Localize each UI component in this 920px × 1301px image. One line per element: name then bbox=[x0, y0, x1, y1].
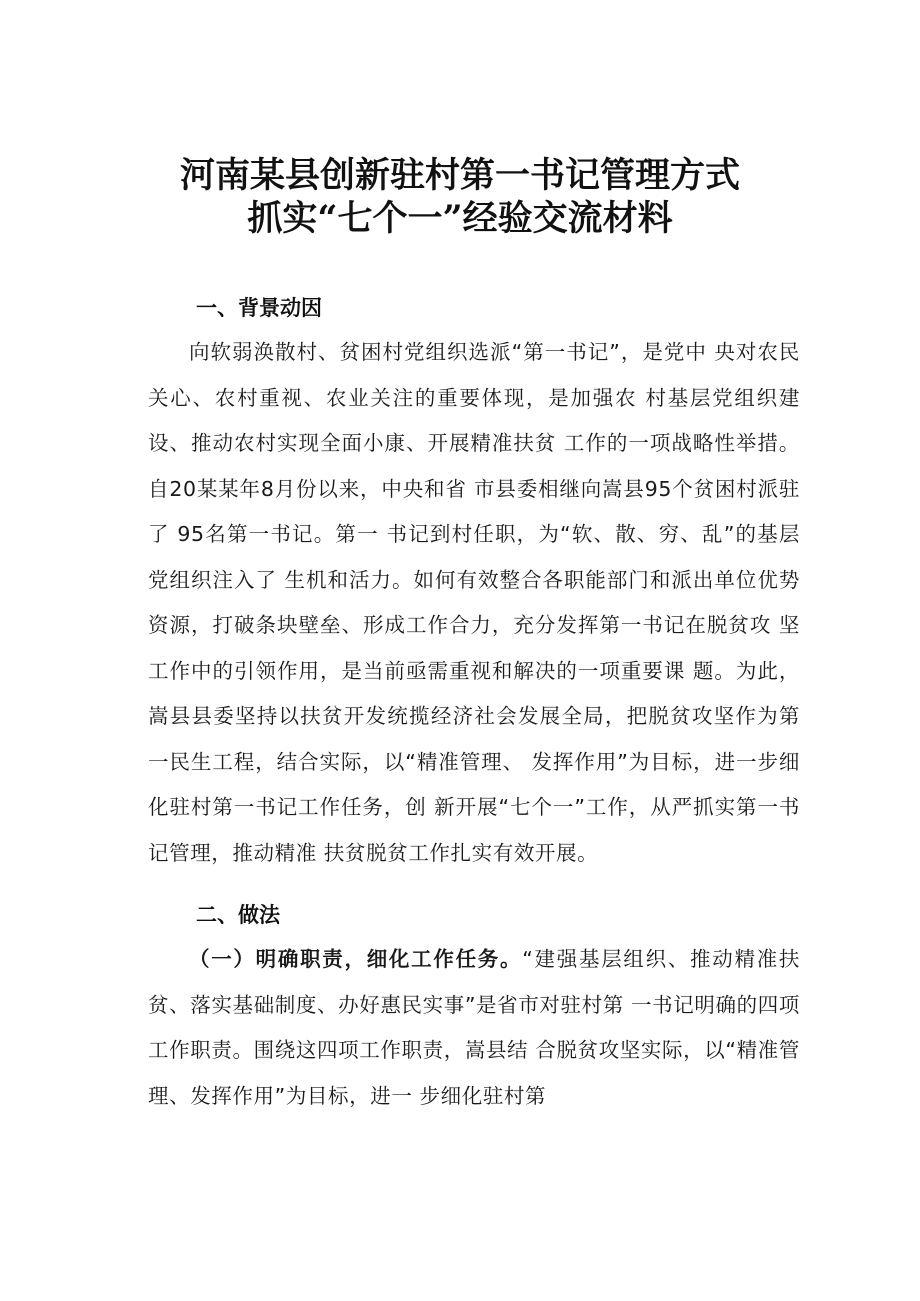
document-title-line-1: 河南某县创新驻村第一书记管理方式 bbox=[179, 155, 740, 196]
section-heading-methods: 二、做法 bbox=[196, 903, 280, 927]
subsection-body-text: “建强基层组织、推动精准扶贫、落实基础制度、办好惠民实事”是省市对驻村第 一书记明确的四项工作职责。围绕这四项工作职责，嵩县结 合脱贫攻坚实际，以“精准管理、发挥作用”为目标，进一 步细化驻村第 bbox=[148, 947, 801, 1108]
section-paragraph-methods bbox=[148, 937, 800, 1119]
section-paragraph-background: 向软弱涣散村、贫困村党组织选派“第一书记”，是党中 央对农民关心、农村重视、农业关注的重要体现，是加强农 村基层党组织建设、推动农村实现全面小康、开展精准扶贫 工作的一项战略性举措。自20某某年8月份以来，中央和省 市县委相继向嵩县95个贫困村派驻了 95名第一书记。第一 书记到村任职，为“软、散、穷、乱”的基层党组织注入了 生机和活力。如何有效整合各职能部门和派出单位优势资源，打破条块壁垒、形成工作合力，充分发挥第一书记在脱贫攻 坚工作中的引领作用，是当前亟需重视和解决的一项重要课 题。为此，嵩县县委坚持以扶贫开发统揽经济社会发展全局，把脱贫攻坚作为第一民生工程，结合实际，以“精准管理、 发挥作用”为目标，进一步细化驻村第一书记工作任务，创 新开展“七个一”工作，从严抓实第一书记管理，推动精准 扶贫脱贫工作扎实有效开展。 bbox=[148, 340, 800, 865]
section-heading-background: 一、背景动因 bbox=[196, 296, 322, 320]
subsection-lead-heading: （一）明确职责，细化工作任务。 bbox=[189, 947, 523, 971]
document-title-line-2: 抓实“七个一”经验交流材料 bbox=[247, 198, 673, 239]
